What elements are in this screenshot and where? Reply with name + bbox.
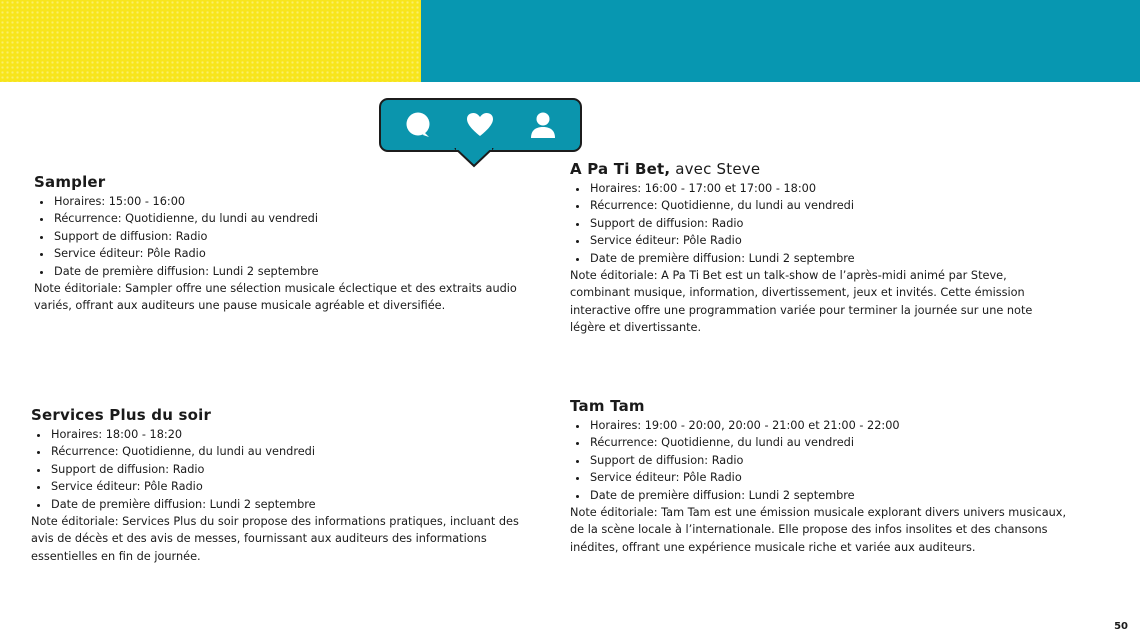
list-item: • Service éditeur: Pôle Radio bbox=[589, 232, 1060, 249]
program-tam-tam bbox=[570, 395, 1070, 556]
list-item: • Date de première diffusion: Lundi 2 septembre bbox=[589, 487, 1070, 504]
program-title: A Pa Ti Bet, avec Steve bbox=[570, 160, 761, 178]
list-item: • Récurrence: Quotidienne, du lundi au vendredi bbox=[589, 197, 1060, 214]
editorial-note: Note éditoriale: Services Plus du soir propose des informations pratiques, incluant des avis de décès et des avis de messes, fournissant aux auditeurs des informations essentielles en fin de journée. bbox=[31, 515, 519, 563]
list-item: • Service éditeur: Pôle Radio bbox=[589, 469, 1070, 486]
program-services-plus-du-soir bbox=[31, 404, 521, 565]
editorial-note: Note éditoriale: A Pa Ti Bet est un talk-show de l’après-midi animé par Steve, combinant musique, information, divertissement, jeux et invités. Cette émission interactive offre une programmation variée pour terminer la journée sur une note légère et divertissante. bbox=[570, 269, 1033, 335]
list-item: • Horaires: 18:00 - 18:20 bbox=[50, 426, 521, 443]
list-item: • Support de diffusion: Radio bbox=[589, 215, 1060, 232]
program-details bbox=[34, 193, 534, 280]
editorial-note: Note éditoriale: Sampler offre une sélection musicale éclectique et des extraits audio variés, offrant aux auditeurs une pause musicale agréable et diversifiée. bbox=[34, 282, 517, 313]
list-item: • Récurrence: Quotidienne, du lundi au vendredi bbox=[589, 434, 1070, 451]
program-a-pa-ti-bet bbox=[570, 158, 1060, 337]
list-item: • Récurrence: Quotidienne, du lundi au vendredi bbox=[53, 210, 534, 227]
program-title: Sampler bbox=[34, 173, 106, 191]
social-icons-bubble bbox=[379, 98, 582, 152]
list-item: • Date de première diffusion: Lundi 2 septembre bbox=[589, 250, 1060, 267]
list-item: • Horaires: 19:00 - 20:00, 20:00 - 21:00 et 21:00 - 22:00 bbox=[589, 417, 1070, 434]
chat-bubble-icon bbox=[403, 110, 433, 140]
list-item: • Horaires: 16:00 - 17:00 et 17:00 - 18:00 bbox=[589, 180, 1060, 197]
header-yellow-band bbox=[0, 0, 421, 82]
program-details bbox=[31, 426, 521, 513]
list-item: • Horaires: 15:00 - 16:00 bbox=[53, 193, 534, 210]
bubble-tail bbox=[454, 148, 494, 168]
list-item: • Date de première diffusion: Lundi 2 septembre bbox=[53, 263, 534, 280]
editorial-note: Note éditoriale: Tam Tam est une émission musicale explorant divers univers musicaux, de la scène locale à l’internationale. Elle propose des infos insolites et des chansons inédites, offrant une expérience musicale riche et variée aux auditeurs. bbox=[570, 506, 1067, 554]
page-number: 50 bbox=[1114, 621, 1128, 632]
header-teal-band bbox=[421, 0, 1140, 82]
list-item: • Support de diffusion: Radio bbox=[53, 228, 534, 245]
list-item: • Service éditeur: Pôle Radio bbox=[50, 478, 521, 495]
list-item: • Support de diffusion: Radio bbox=[589, 452, 1070, 469]
program-title: Services Plus du soir bbox=[31, 406, 212, 424]
program-details bbox=[570, 180, 1060, 267]
heart-icon bbox=[465, 110, 495, 140]
list-item: • Support de diffusion: Radio bbox=[50, 461, 521, 478]
list-item: • Service éditeur: Pôle Radio bbox=[53, 245, 534, 262]
program-title: Tam Tam bbox=[570, 397, 645, 415]
program-sampler bbox=[34, 171, 534, 315]
user-icon bbox=[528, 110, 558, 140]
list-item: • Date de première diffusion: Lundi 2 septembre bbox=[50, 496, 521, 513]
list-item: • Récurrence: Quotidienne, du lundi au vendredi bbox=[50, 443, 521, 460]
program-details bbox=[570, 417, 1070, 504]
